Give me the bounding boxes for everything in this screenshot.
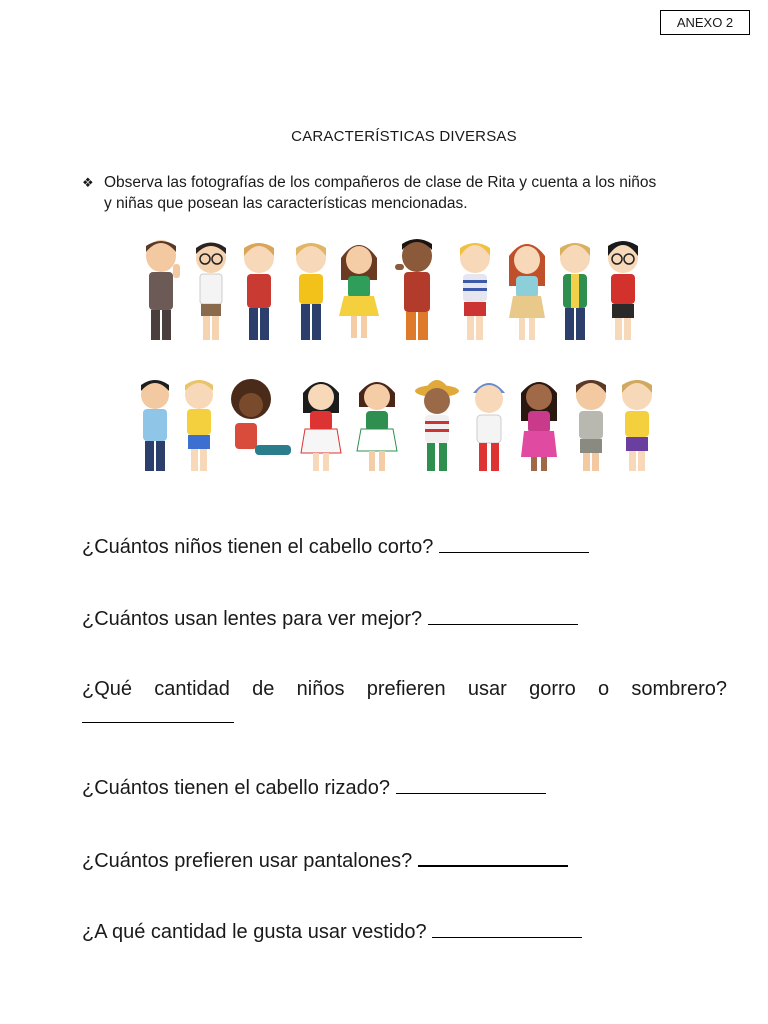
question-text: ¿Cuántos usan lentes para ver mejor? bbox=[82, 608, 423, 630]
diamond-bullet-icon: ❖ bbox=[82, 175, 94, 190]
answer-blank[interactable] bbox=[396, 773, 546, 794]
answer-blank[interactable] bbox=[418, 845, 568, 867]
answer-blank[interactable] bbox=[432, 917, 582, 938]
children-row-1-drawing bbox=[135, 238, 655, 353]
child-figure bbox=[357, 382, 397, 471]
question-curly-hair bbox=[82, 773, 546, 801]
children-row-2-drawing bbox=[135, 373, 665, 478]
child-figure bbox=[339, 245, 379, 338]
instruction-text bbox=[82, 172, 742, 214]
child-figure bbox=[395, 239, 432, 340]
child-figure bbox=[576, 380, 606, 471]
question-text: ¿A qué cantidad le gusta usar vestido? bbox=[82, 921, 427, 943]
question-text: ¿Cuántos prefieren usar pantalones? bbox=[82, 850, 413, 872]
child-figure bbox=[301, 382, 341, 471]
answer-blank[interactable] bbox=[439, 532, 589, 553]
child-figure bbox=[244, 243, 274, 340]
child-figure bbox=[473, 383, 505, 471]
children-illustration-row-2 bbox=[135, 373, 665, 478]
child-figure bbox=[560, 243, 590, 340]
question-text: ¿Cuántos tienen el cabello rizado? bbox=[82, 777, 390, 799]
child-figure bbox=[460, 243, 490, 340]
question-glasses bbox=[82, 604, 578, 632]
child-figure bbox=[415, 380, 459, 471]
instruction-line-2: y niñas que posean las características mencionadas. bbox=[104, 195, 468, 212]
question-dress bbox=[82, 917, 582, 945]
answer-blank[interactable] bbox=[82, 702, 234, 723]
child-figure bbox=[141, 380, 169, 471]
child-figure bbox=[622, 380, 652, 471]
child-figure bbox=[296, 243, 326, 340]
child-figure bbox=[521, 382, 557, 471]
answer-blank[interactable] bbox=[428, 604, 578, 625]
instruction-line-1: Observa las fotografías de los compañeros de clase de Rita y cuenta a los niños bbox=[104, 174, 657, 191]
child-figure bbox=[146, 240, 180, 340]
question-text: ¿Cuántos niños tienen el cabello corto? bbox=[82, 536, 434, 558]
worksheet-title: CARACTERÍSTICAS DIVERSAS bbox=[291, 128, 517, 145]
annex-label-box bbox=[660, 10, 750, 35]
question-pants bbox=[82, 845, 568, 874]
child-figure bbox=[608, 241, 638, 340]
question-short-hair bbox=[82, 532, 589, 560]
child-figure bbox=[185, 380, 213, 471]
child-figure bbox=[196, 243, 226, 341]
question-hat bbox=[82, 676, 727, 702]
question-text: ¿Qué cantidad de niños prefieren usar gorro o sombrero? bbox=[82, 678, 727, 700]
child-figure bbox=[231, 379, 291, 455]
annex-label: ANEXO 2 bbox=[676, 15, 734, 30]
child-figure bbox=[509, 244, 545, 340]
children-illustration-row-1 bbox=[135, 238, 655, 353]
